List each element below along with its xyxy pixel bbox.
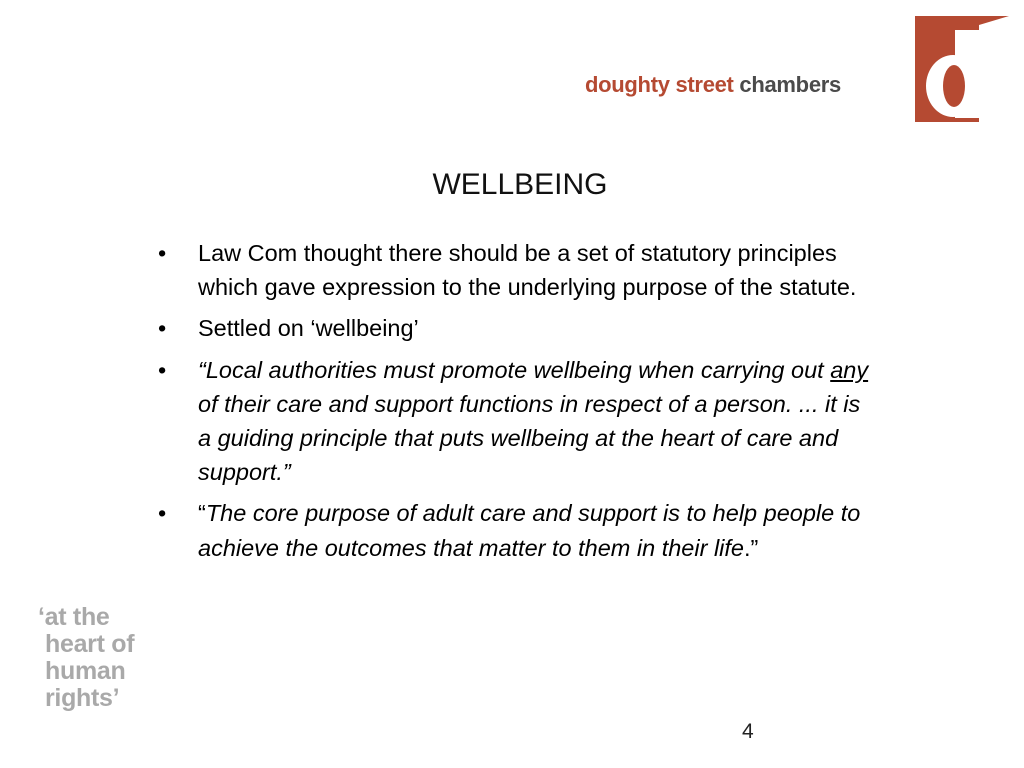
quote-text	[198, 357, 868, 486]
quote-part-1: “Local authorities must promote wellbeing when carrying out	[198, 356, 831, 383]
motto-line: ‘at the	[38, 603, 110, 631]
brand-wordmark	[585, 72, 841, 98]
bullet-text: Settled on ‘wellbeing’	[198, 315, 419, 342]
bullet-list	[158, 236, 878, 572]
motto-line: rights’	[45, 684, 120, 712]
quote-open-mark: “	[198, 500, 206, 527]
bullet-marker: •	[158, 356, 167, 383]
slide-title: WELLBEING	[432, 168, 608, 201]
bullet-marker: •	[158, 500, 167, 527]
page-number: 4	[742, 720, 754, 743]
bullet-marker: •	[158, 315, 167, 342]
quote-part-2: of their care and support functions in respect of a person. ... it is a guiding principle that puts wellbeing at the heart of care and support.”	[198, 390, 861, 486]
brand-word-chambers: chambers	[739, 72, 841, 97]
bullet-item	[158, 311, 878, 345]
motto	[38, 604, 134, 712]
chambers-d-logo-icon	[915, 16, 1009, 122]
motto-line: human	[45, 657, 126, 685]
quote-underlined-word: any	[830, 356, 869, 383]
quote-text	[198, 500, 860, 560]
quote-italic-text: The core purpose of adult care and support is to help people to achieve the outcomes that matter to them in their life	[198, 500, 861, 561]
bullet-item	[158, 236, 878, 304]
quote-close-mark: .”	[744, 534, 759, 561]
brand-word-doughty-street: doughty street	[585, 72, 734, 97]
motto-line: heart of	[45, 630, 135, 658]
bullet-marker: •	[158, 240, 167, 266]
bullet-item	[158, 353, 878, 490]
bullet-text: Law Com thought there should be a set of statutory principles which gave expression to the underlying purpose of the statute.	[198, 240, 857, 301]
bullet-item	[158, 496, 878, 564]
